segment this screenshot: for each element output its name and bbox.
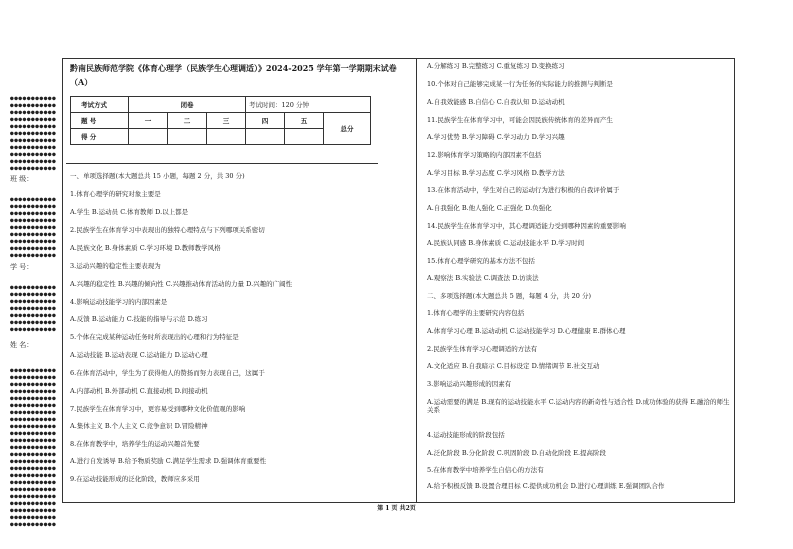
score-label: 得 分 [71, 129, 129, 145]
binding-dots: ●●●●●●●●●●● [10, 451, 57, 458]
question-line: 3.运动兴趣的稳定性主要表现为 [70, 262, 161, 270]
question-line: A.内部动机 B.外部动机 C.直接动机 D.间接动机 [70, 387, 208, 395]
binding-dots: ●●●●●●●●●●● [10, 388, 57, 395]
binding-dots: ●●●●●●●●●●● [10, 165, 57, 172]
exam-time: 考试时间：120 分钟 [246, 97, 371, 113]
question-line: 7.民族学生在体育学习中，更容易受到哪种文化价值观的影响 [70, 405, 246, 413]
exam-title: 黔南民族师范学院《体育心理学（民族学生心理调适）》2024-2025 学年第一学期期末试卷（A） [70, 63, 397, 87]
binding-dots: ●●●●●●●●●●● [10, 416, 57, 423]
binding-dots: ●●●●●●●●●●● [10, 137, 57, 144]
question-number-cell: 四 [246, 113, 285, 129]
question-number-label: 题 号 [71, 113, 129, 129]
binding-dots: ●●●●●●●●●●● [10, 493, 57, 500]
question-line: A.集体主义 B.个人主义 C.竞争意识 D.冒险精神 [70, 422, 208, 430]
name-label: 姓 名： [10, 341, 34, 349]
binding-dots: ●●●●●●●●●●● [10, 367, 57, 374]
binding-dots: ●●●●●●●●●●● [10, 109, 57, 116]
binding-dots: ●●●●●●●●●●● [10, 458, 57, 465]
question-line: 8.在体育教学中，培养学生的运动兴趣首先要 [70, 440, 200, 448]
binding-dots: ●●●●●●●●●●● [10, 151, 57, 158]
binding-dots: ●●●●●●●●●●● [10, 326, 57, 333]
binding-dots: ●●●●●●●●●●● [10, 123, 57, 130]
binding-dots: ●●●●●●●●●●● [10, 312, 57, 319]
question-line: A.体育学习心理 B.运动动机 C.运动技能学习 D.心理健康 E.群体心理 [427, 327, 626, 335]
binding-dots: ●●●●●●●●●●● [10, 217, 57, 224]
score-cell [285, 129, 324, 145]
binding-dots: ●●●●●●●●●●● [10, 402, 57, 409]
binding-dots: ●●●●●●●●●●● [10, 196, 57, 203]
question-line: A.运动需要的满足 B.现有的运动技能水平 C.运动内容的新奇性与适合性 D.成功体验的获得 E.融洽的师生关系 [427, 398, 730, 414]
question-line: A.文化适应 B.自我暗示 C.目标设定 D.情绪调节 E.社交互动 [427, 362, 600, 370]
class-label: 班 级： [10, 175, 34, 183]
student-id-label: 学 号： [10, 263, 34, 271]
question-line: 12.影响体育学习策略的内部因素不包括 [427, 151, 542, 159]
binding-dots: ●●●●●●●●●●● [10, 144, 57, 151]
binding-dots: ●●●●●●●●●●● [10, 486, 57, 493]
question-line: A.分解练习 B.完整练习 C.重复练习 D.变换练习 [427, 62, 565, 70]
question-line: A.给予积极反馈 B.设置合理目标 C.提供成功机会 D.进行心理训练 E.强调团队合作 [427, 482, 665, 490]
question-line: A.民族认同感 B.身体素质 C.运动技能水平 D.学习时间 [427, 239, 585, 247]
binding-dots: ●●●●●●●●●●● [10, 507, 57, 514]
question-line: 3.影响运动兴趣形成的因素有 [427, 380, 512, 388]
binding-dots: ●●●●●●●●●●● [10, 514, 57, 521]
binding-dots: ●●●●●●●●●●● [10, 430, 57, 437]
binding-dots: ●●●●●●●●●●● [10, 291, 57, 298]
binding-dots: ●●●●●●●●●●● [10, 500, 57, 507]
section-rule [66, 163, 378, 164]
question-line: A.泛化阶段 B.分化阶段 C.巩固阶段 D.自动化阶段 E.提高阶段 [427, 449, 607, 457]
question-line: 4.影响运动技能学习的内部因素是 [70, 298, 168, 306]
question-number-cell: 五 [285, 113, 324, 129]
binding-dots: ●●●●●●●●●●● [10, 203, 57, 210]
question-line: A.运动技能 B.运动表现 C.运动能力 D.运动心理 [70, 351, 208, 359]
binding-dots: ●●●●●●●●●●● [10, 245, 57, 252]
exam-method-value: 闭卷 [129, 97, 246, 113]
section-heading: 二、多项选择题(本大题总共 5 题，每题 4 分，共 20 分) [427, 292, 592, 300]
question-line: A.观察法 B.实验法 C.调查法 D.访谈法 [427, 274, 539, 282]
binding-dots: ●●●●●●●●●●● [10, 472, 57, 479]
binding-dots: ●●●●●●●●●●● [10, 395, 57, 402]
binding-dots: ●●●●●●●●●●● [10, 319, 57, 326]
question-line: 11.民族学生在体育学习中，可能会因民族传统体育的差异而产生 [427, 116, 613, 124]
binding-dots: ●●●●●●●●●●● [10, 158, 57, 165]
binding-dots: ●●●●●●●●●●● [10, 381, 57, 388]
binding-dots: ●●●●●●●●●●● [10, 298, 57, 305]
question-line: A.民族文化 B.身体素质 C.学习环境 D.教师教学风格 [70, 244, 221, 252]
question-line: 9.在运动技能形成的泛化阶段，教师应多采用 [70, 475, 200, 483]
binding-dots: ●●●●●●●●●●● [10, 521, 57, 528]
page-footer: 第 1 页 共2页 [377, 505, 416, 512]
section-heading: 一、单项选择题(本大题总共 15 小题，每题 2 分，共 30 分) [70, 172, 245, 180]
score-cell [129, 129, 168, 145]
question-line: 5.个体在完成某种运动任务时所表现出的心理和行为特征是 [70, 333, 239, 341]
question-number-cell: 一 [129, 113, 168, 129]
question-number-cell: 二 [168, 113, 207, 129]
question-line: A.学习目标 B.学习态度 C.学习风格 D.教学方法 [427, 169, 565, 177]
question-line: 4.运动技能形成的阶段包括 [427, 431, 505, 439]
total-score-label: 总分 [324, 113, 371, 145]
binding-dots: ●●●●●●●●●●● [10, 238, 57, 245]
question-line: 1.体育心理学的主要研究内容包括 [427, 309, 525, 317]
question-line: A.学习优势 B.学习障碍 C.学习动力 D.学习兴趣 [427, 133, 565, 141]
score-cell [246, 129, 285, 145]
question-number-cell: 三 [207, 113, 246, 129]
binding-dots: ●●●●●●●●●●● [10, 210, 57, 217]
question-line: A.自我强化 B.他人强化 C.正强化 D.负强化 [427, 204, 552, 212]
question-line: 2.民族学生体育学习心理调适的方法有 [427, 345, 538, 353]
question-line: 14.民族学生在体育学习中，其心理调适能力受到哪种因素的重要影响 [427, 222, 626, 230]
binding-dots: ●●●●●●●●●●● [10, 423, 57, 430]
binding-dots: ●●●●●●●●●●● [10, 102, 57, 109]
column-divider [416, 58, 417, 503]
binding-dots: ●●●●●●●●●●● [10, 479, 57, 486]
question-line: 6.在体育活动中，学生为了获得他人的赞扬而努力表现自己，这属于 [70, 369, 265, 377]
binding-dots: ●●●●●●●●●●● [10, 465, 57, 472]
binding-dots: ●●●●●●●●●●● [10, 374, 57, 381]
score-cell [207, 129, 246, 145]
question-line: A.学生 B.运动员 C.体育教师 D.以上都是 [70, 208, 189, 216]
binding-dots: ●●●●●●●●●●● [10, 444, 57, 451]
exam-header-table [70, 96, 371, 145]
question-line: A.进行自发诱导 B.给予物质奖励 C.满足学生需求 D.强调体育重要性 [70, 457, 267, 465]
binding-dots: ●●●●●●●●●●● [10, 305, 57, 312]
exam-method-label: 考试方式 [71, 97, 129, 113]
question-line: 1.体育心理学的研究对象主要是 [70, 190, 161, 198]
binding-dots: ●●●●●●●●●●● [10, 252, 57, 259]
question-line: 13.在体育活动中，学生对自己的运动行为进行积极的自我评价属于 [427, 186, 620, 194]
binding-dots: ●●●●●●●●●●● [10, 224, 57, 231]
binding-dots: ●●●●●●●●●●● [10, 437, 57, 444]
binding-dots: ●●●●●●●●●●● [10, 284, 57, 291]
score-cell [168, 129, 207, 145]
question-line: 2.民族学生在体育学习中表现出的独特心理特点与下列哪项关系密切 [70, 226, 265, 234]
question-line: A.兴趣的稳定性 B.兴趣的倾向性 C.兴趣推动体育活动的力量 D.兴趣的广阔性 [70, 280, 293, 288]
question-line: 15.体育心理学研究的基本方法不包括 [427, 257, 535, 265]
question-line: A.自我效能感 B.自信心 C.自我认知 D.运动动机 [427, 98, 565, 106]
question-line: 5.在体育教学中培养学生自信心的方法有 [427, 466, 544, 474]
binding-dots: ●●●●●●●●●●● [10, 130, 57, 137]
binding-dots: ●●●●●●●●●●● [10, 409, 57, 416]
binding-dots: ●●●●●●●●●●● [10, 231, 57, 238]
binding-dots: ●●●●●●●●●●● [10, 95, 57, 102]
binding-dots: ●●●●●●●●●●● [10, 116, 57, 123]
question-line: 10.个体对自己能够完成某一行为任务的实际能力的推测与判断是 [427, 80, 613, 88]
question-line: A.反馈 B.运动能力 C.技能的指导与示范 D.练习 [70, 315, 208, 323]
